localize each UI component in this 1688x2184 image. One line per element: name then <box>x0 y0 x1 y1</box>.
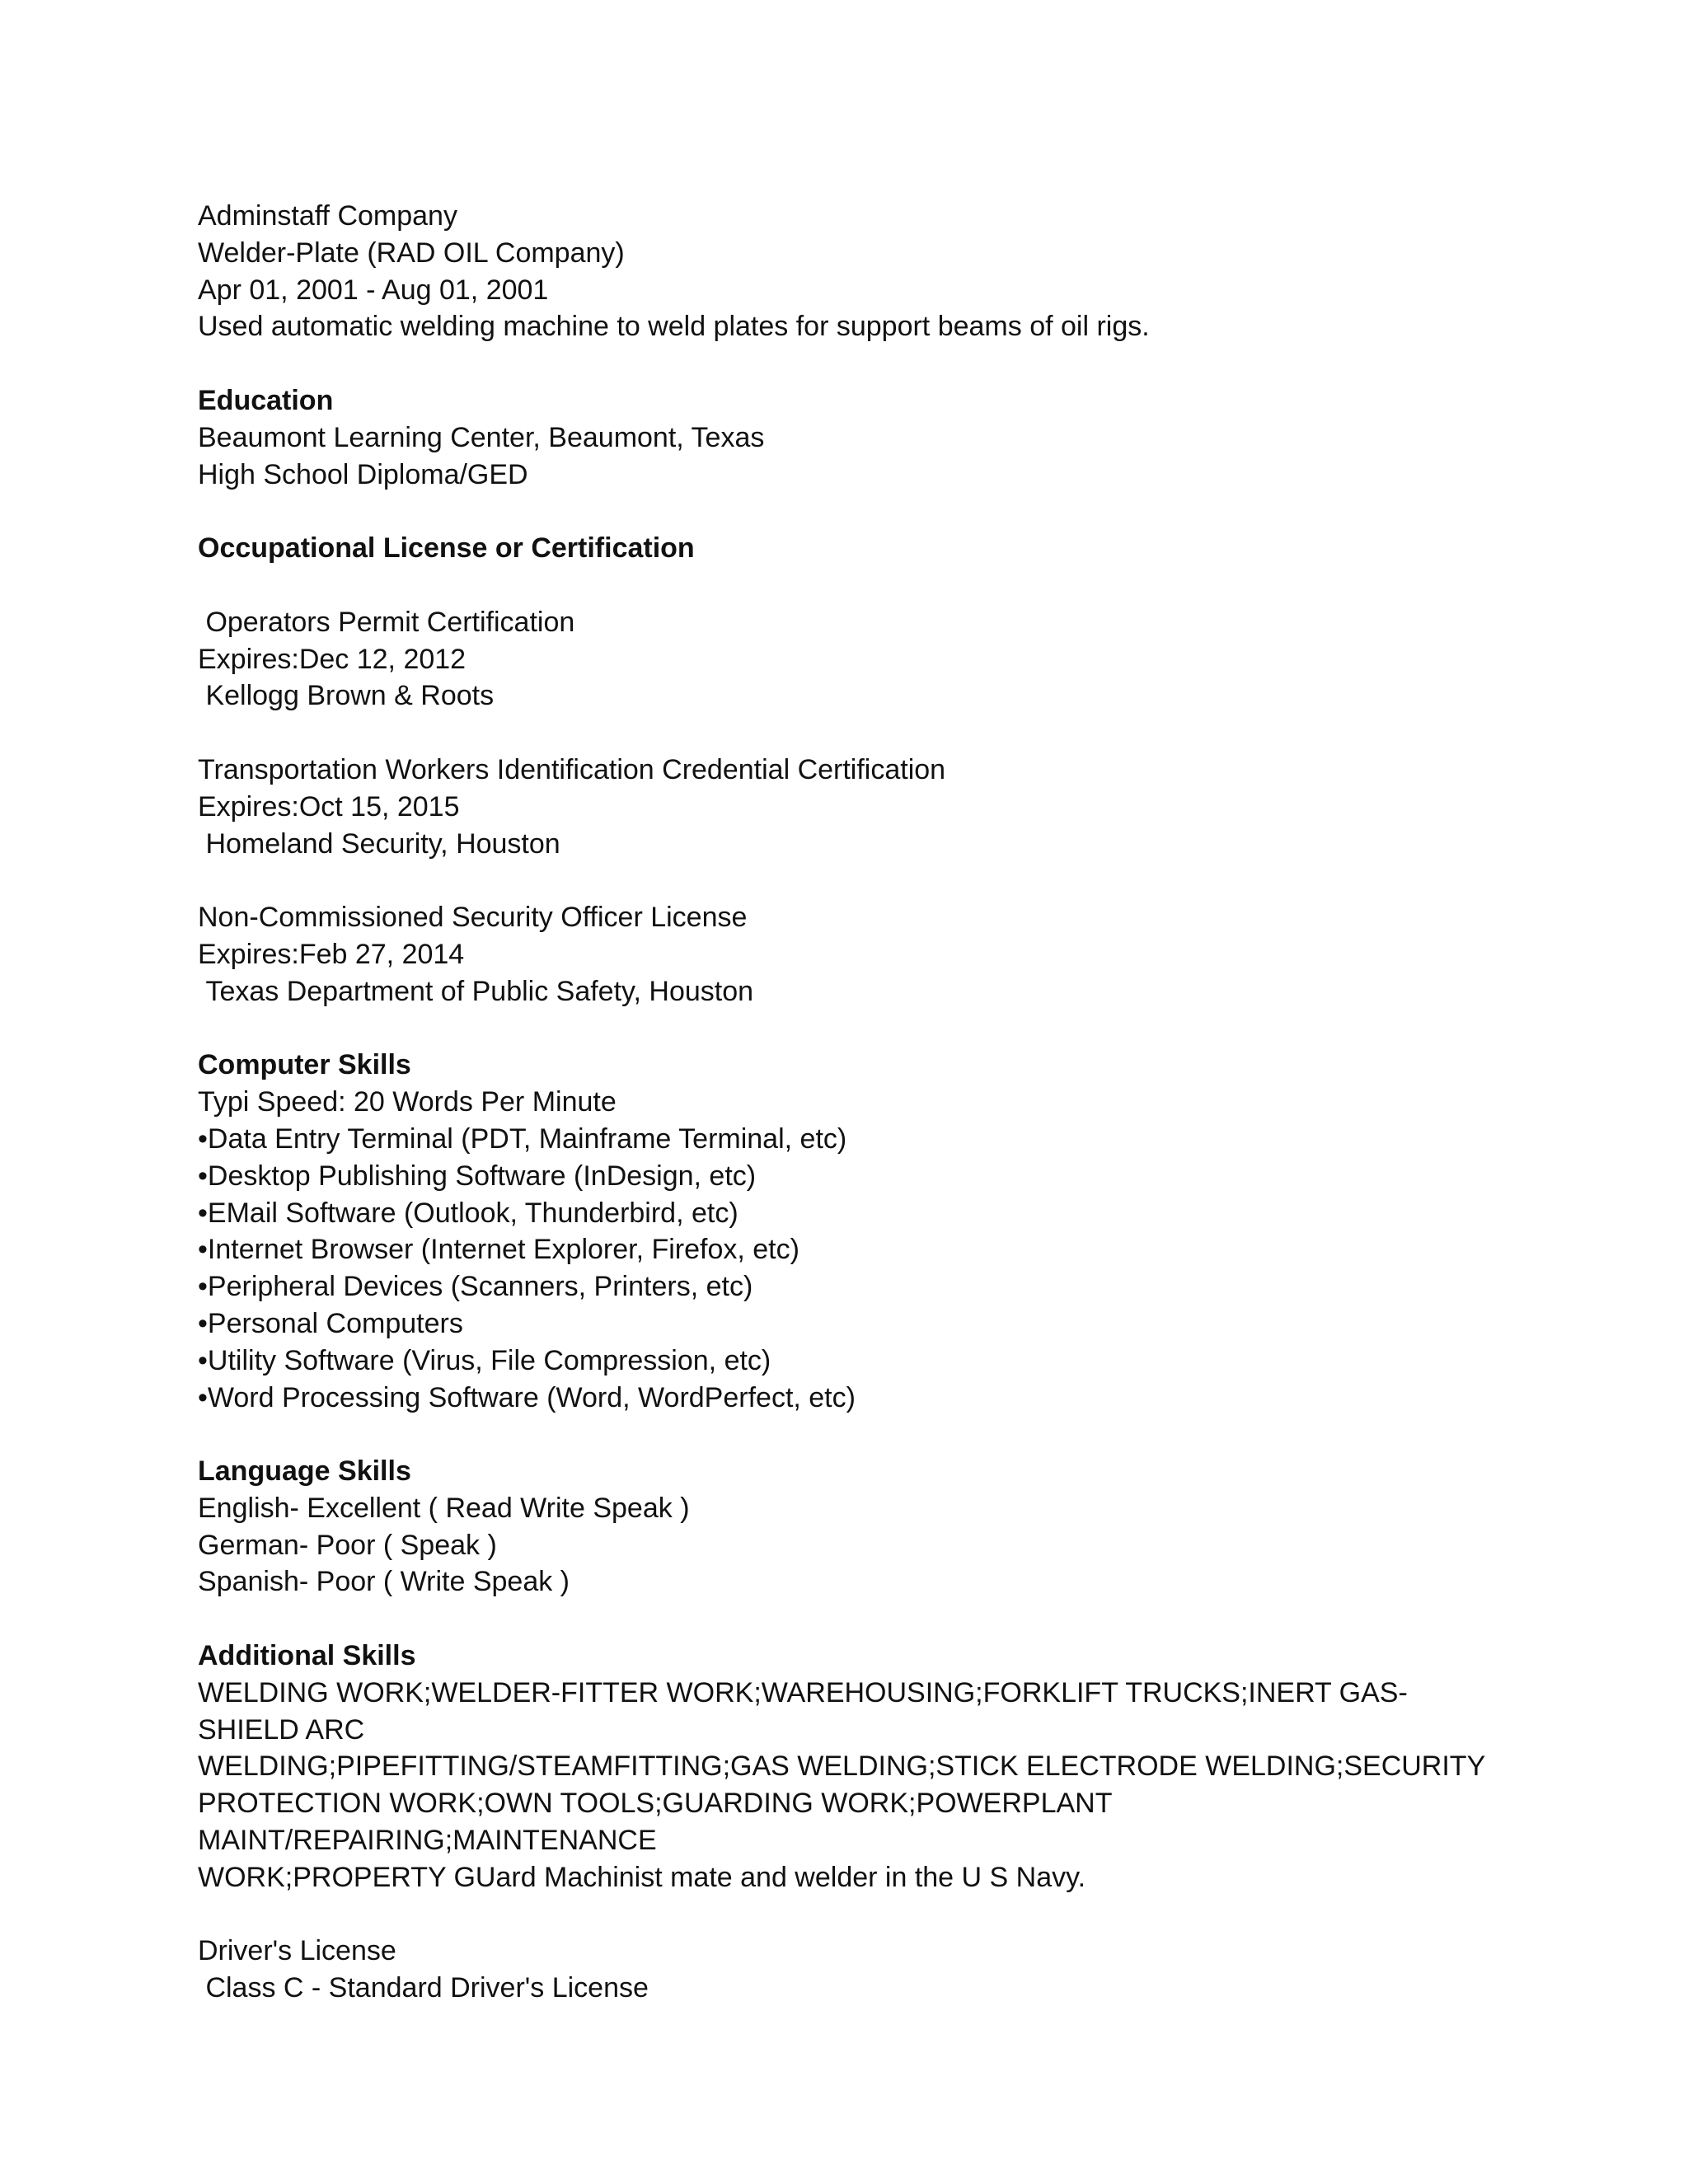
education-school: Beaumont Learning Center, Beaumont, Texas <box>198 421 765 453</box>
list-item: •Internet Browser (Internet Explorer, Firefox, etc) <box>198 1234 799 1266</box>
additional-skills-line: WORK;PROPERTY GUard Machinist mate and welder in the U S Navy. <box>198 1861 1086 1893</box>
license-issuer: Kellogg Brown & Roots <box>198 680 495 712</box>
spacer <box>198 493 1500 530</box>
drivers-license-section <box>198 1933 1500 2007</box>
additional-skills-line: WELDING WORK;WELDER-FITTER WORK;WAREHOUSING;FORKLIFT TRUCKS;INERT GAS-SHIELD ARC <box>198 1676 1408 1746</box>
drivers-license-heading: Driver's License <box>198 1935 396 1967</box>
list-item: •Personal Computers <box>198 1307 463 1339</box>
spacer <box>198 1601 1500 1638</box>
list-item: •EMail Software (Outlook, Thunderbird, etc) <box>198 1197 738 1229</box>
education-heading: Education <box>198 384 334 416</box>
additional-skills-section <box>198 1638 1500 1896</box>
list-item: •Data Entry Terminal (PDT, Mainframe Terminal, etc) <box>198 1122 847 1155</box>
typing-speed: Typi Speed: 20 Words Per Minute <box>198 1086 617 1118</box>
list-item: English- Excellent ( Read Write Speak ) <box>198 1492 690 1524</box>
education-degree: High School Diploma/GED <box>198 458 528 490</box>
license-name: Operators Permit Certification <box>198 606 575 638</box>
job-description: Used automatic welding machine to weld plates for support beams of oil rigs. <box>198 311 1150 343</box>
education-section <box>198 382 1500 493</box>
computer-skills-heading: Computer Skills <box>198 1049 411 1081</box>
license-item <box>198 752 1500 862</box>
additional-skills-line: PROTECTION WORK;OWN TOOLS;GUARDING WORK;POWERPLANT MAINT/REPAIRING;MAINTENANCE <box>198 1788 1120 1857</box>
spacer <box>198 1896 1500 1933</box>
additional-skills-heading: Additional Skills <box>198 1640 416 1672</box>
spacer <box>198 567 1500 604</box>
job-dates: Apr 01, 2001 - Aug 01, 2001 <box>198 274 549 306</box>
license-expires: Expires:Dec 12, 2012 <box>198 643 467 675</box>
drivers-license-class: Class C - Standard Driver's License <box>198 1972 649 2004</box>
language-skills-section <box>198 1453 1500 1601</box>
list-item: Spanish- Poor ( Write Speak ) <box>198 1566 570 1598</box>
license-expires: Expires:Feb 27, 2014 <box>198 938 465 970</box>
spacer <box>198 345 1500 382</box>
computer-skills-section <box>198 1047 1500 1416</box>
license-item <box>198 604 1500 715</box>
license-name: Transportation Workers Identification Credential Certification <box>198 753 946 785</box>
list-item: •Word Processing Software (Word, WordPerfect, etc) <box>198 1381 856 1413</box>
license-heading: Occupational License or Certification <box>198 532 695 565</box>
list-item: •Desktop Publishing Software (InDesign, etc) <box>198 1160 757 1192</box>
list-item: German- Poor ( Speak ) <box>198 1529 497 1561</box>
spacer <box>198 1416 1500 1453</box>
license-section <box>198 530 1500 1010</box>
license-expires: Expires:Oct 15, 2015 <box>198 790 460 823</box>
license-item <box>198 899 1500 1010</box>
language-skills-heading: Language Skills <box>198 1455 411 1488</box>
additional-skills-line: WELDING;PIPEFITTING/STEAMFITTING;GAS WELDING;STICK ELECTRODE WELDING;SECURITY <box>198 1750 1486 1783</box>
spacer <box>198 862 1500 899</box>
company-name: Adminstaff Company <box>198 200 457 232</box>
license-issuer: Homeland Security, Houston <box>198 827 560 860</box>
spacer <box>198 715 1500 752</box>
job-title: Welder-Plate (RAD OIL Company) <box>198 237 625 269</box>
spacer <box>198 1010 1500 1047</box>
license-name: Non-Commissioned Security Officer License <box>198 902 748 934</box>
list-item: •Utility Software (Virus, File Compression, etc) <box>198 1344 771 1376</box>
resume-page <box>198 198 1500 2007</box>
license-issuer: Texas Department of Public Safety, Houston <box>198 975 754 1007</box>
experience-section <box>198 198 1500 345</box>
list-item: •Peripheral Devices (Scanners, Printers, etc) <box>198 1271 753 1303</box>
